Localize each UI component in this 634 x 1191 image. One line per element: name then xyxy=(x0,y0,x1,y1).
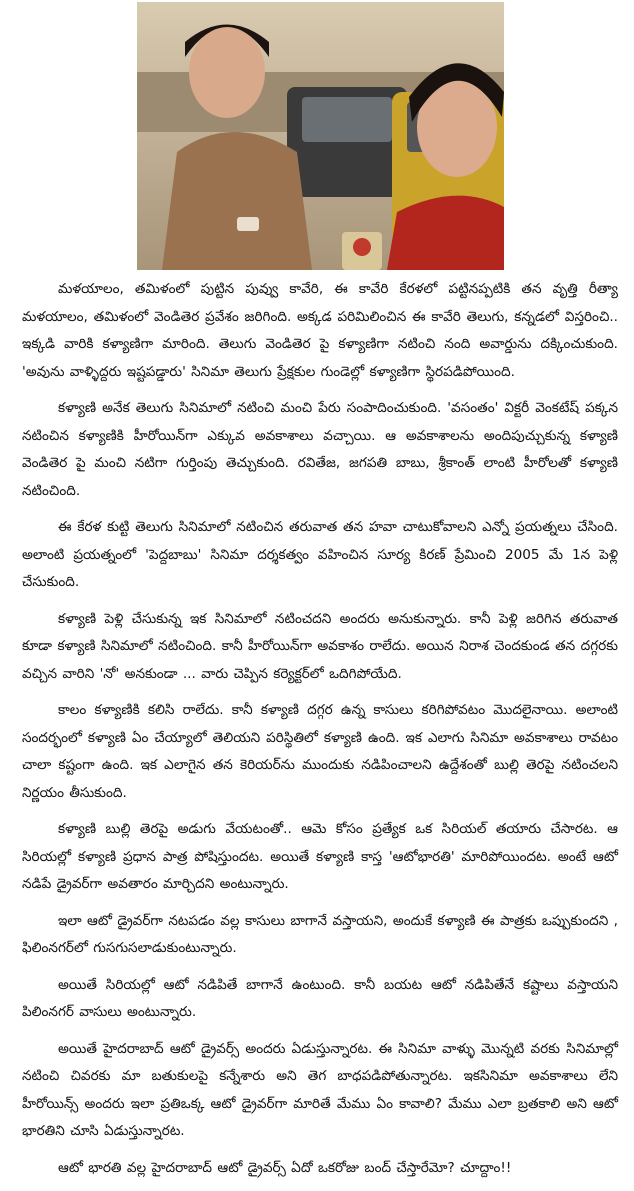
article-paragraph: ఇలా ఆటో డ్రైవర్‌గా నటపడం వల్ల కాసులు బాగానే వస్తాయని, అందుకే కళ్యాణి ఈ పాత్రకు ఒప్పుకుందని , ఫిలింనగర్‌లో గుసగుసలాడుకుంటున్నారు. xyxy=(22,912,618,956)
tv-still-photo-icon xyxy=(137,2,504,270)
article-paragraph: ఈ కేరళ కుట్టి తెలుగు సినిమాలో నటించిన తరువాత తన హవా చాటుకోవాలని ఎన్నో ప్రయత్నలు చేసింది. అలాంటి ప్రయత్నంలో 'పెద్దబాబు' సినిమా దర్శకత్వం వహించిన సూర్య కిరణ్ ప్రేమించి 2005 మే 1న పెళ్లి చేసుకుంది. xyxy=(22,519,618,590)
article-paragraph: కాలం కళ్యాణికి కలిసి రాలేదు. కానీ కళ్యాణి దగ్గర ఉన్న కాసులు కరిగిపోవటం మొదలైనాయి. అలాంటి సందర్భంలో కళ్యాణి ఏం చేయ్యాలో తెలియని పరిస్థితిలో కళ్యాణి ఉంది. ఇక ఎలాగు సినిమా అవకాశాలు రావటం చాలా కష్టంగా ఉంది. ఇక ఎలాగైన తన కెరియర్‌ను ముందుకు నడిపించాలని ఉద్దేశంతో బుల్లి తెరపై నటించలని నిర్ణయం తీసుకుంది. xyxy=(22,702,618,801)
article-body xyxy=(22,276,618,1191)
article-paragraph: ఆటో భారతి వల్ల హైదరాబాద్ ఆటో డ్రైవర్స్ ఏదో ఒకరోజు బంద్ చేస్తారేమో? చూద్దాం!! xyxy=(58,1159,512,1176)
article-paragraph: మళయాలం, తమిళంలో పుట్టిన పువ్వు కావేరి, ఈ కావేరి కేరళలో పట్టినప్పటికి తన వృత్తి రీత్యా మళయాలం, తమిళంలో వెండితెర ప్రవేశం జరిగింది. అక్కడ పరిమిలించిన ఈ కావేరి తెలుగు, కన్నడలో విస్తరించి.. ఇక్కడి వారికి కళ్యాణిగా మారింది. తెలుగు వెండితెర పై కళ్యాణిగా నటించి నంది అవార్డును దక్కించుకుంది. 'అవును వాళ్ళిద్దరు ఇష్టపడ్డారు' సినిమా తెలుగు ప్రేక్షకుల గుండెల్లో కళ్యాణిగా స్థిరపడిపోయింది. xyxy=(22,281,618,380)
article-paragraph: అయితే సిరియల్లో ఆటో నడిపితే బాగానే ఉంటుంది. కానీ బయట ఆటో నడిపితేనే కష్టాలు వస్తాయని పిలింనగర్ వాసులు అంటున్నారు. xyxy=(22,976,618,1020)
article-paragraph: కళ్యాణి అనేక తెలుగు సినిమాలో నటించి మంచి పేరు సంపాదించుకుంది. 'వసంతం' విక్టరీ వెంకటేష్ పక్కన నటించిన కళ్యాణికి హీరోయిన్‌గా ఎక్కువ అవకాశాలు వచ్చాయి. ఆ అవకాశాలను అందిపుచ్చుకున్న కళ్యాణి వెండితెర పై మంచి నటిగా గుర్తింపు తెచ్చుకుంది. రవితేజ, జగపతి బాబు, శ్రీకాంత్ లాంటి హీరోలతో కళ్యాణి నటించింది. xyxy=(22,400,618,499)
article-paragraph: కళ్యాణి పెళ్లి చేసుకున్న ఇక సినిమాలో నటించదని అందరు అనుకున్నారు. కానీ పెళ్లి జరిగిన తరువాత కూడా కళ్యాణి సినిమాలో నటించింది. కానీ హీరోయిన్‌గా అవకాశం రాలేదు. అయిన నిరాశ చెందకుండ తన దగ్గరకు వచ్చిన వారిని 'నో' అనకుండా ... వారు చెప్పిన కర్యెక్టర్‌లో ఒదిగిపోయేది. xyxy=(22,610,618,682)
article-paragraph: అయితే హైదరాబాద్ ఆటో డ్రైవర్స్ అందరు ఏడుస్తున్నారట. ఈ సినిమా వాళ్ళు మొన్నటి వరకు సినిమాల్లో నటించి చివరకు మా బతుకులపై కన్నేశారు అని తెగ బాధపడిపోతున్నారట. ఇకసినిమా అవకాశాలు లేని హీరోయిన్స్ అందరు ఇలా ప్రతిఒక్క ఆటో డ్రైవర్‌గా మారితే మేము ఏం కావాలి? మేము ఎలా బ్రతకాలి అని ఆటో భారతిని చూసి ఏడుస్తున్నారట. xyxy=(22,1040,618,1139)
article-paragraph: కళ్యాణి బుల్లి తెరపై అడుగు వేయటంతో.. ఆమె కోసం ప్రత్యేక ఒక సిరియల్ తయారు చేసారట. ఆ సిరియల్లో కళ్యాణి ప్రధాన పాత్ర పోషిస్తుందట. అయితే కళ్యాణి కాస్త 'ఆటోభారతి' మారిపోయిందట. అంటే ఆటో నడిపే డ్రైవర్‌గా అవతారం మార్చిదని అంటున్నారు. xyxy=(22,821,618,892)
article-photo xyxy=(137,2,504,270)
